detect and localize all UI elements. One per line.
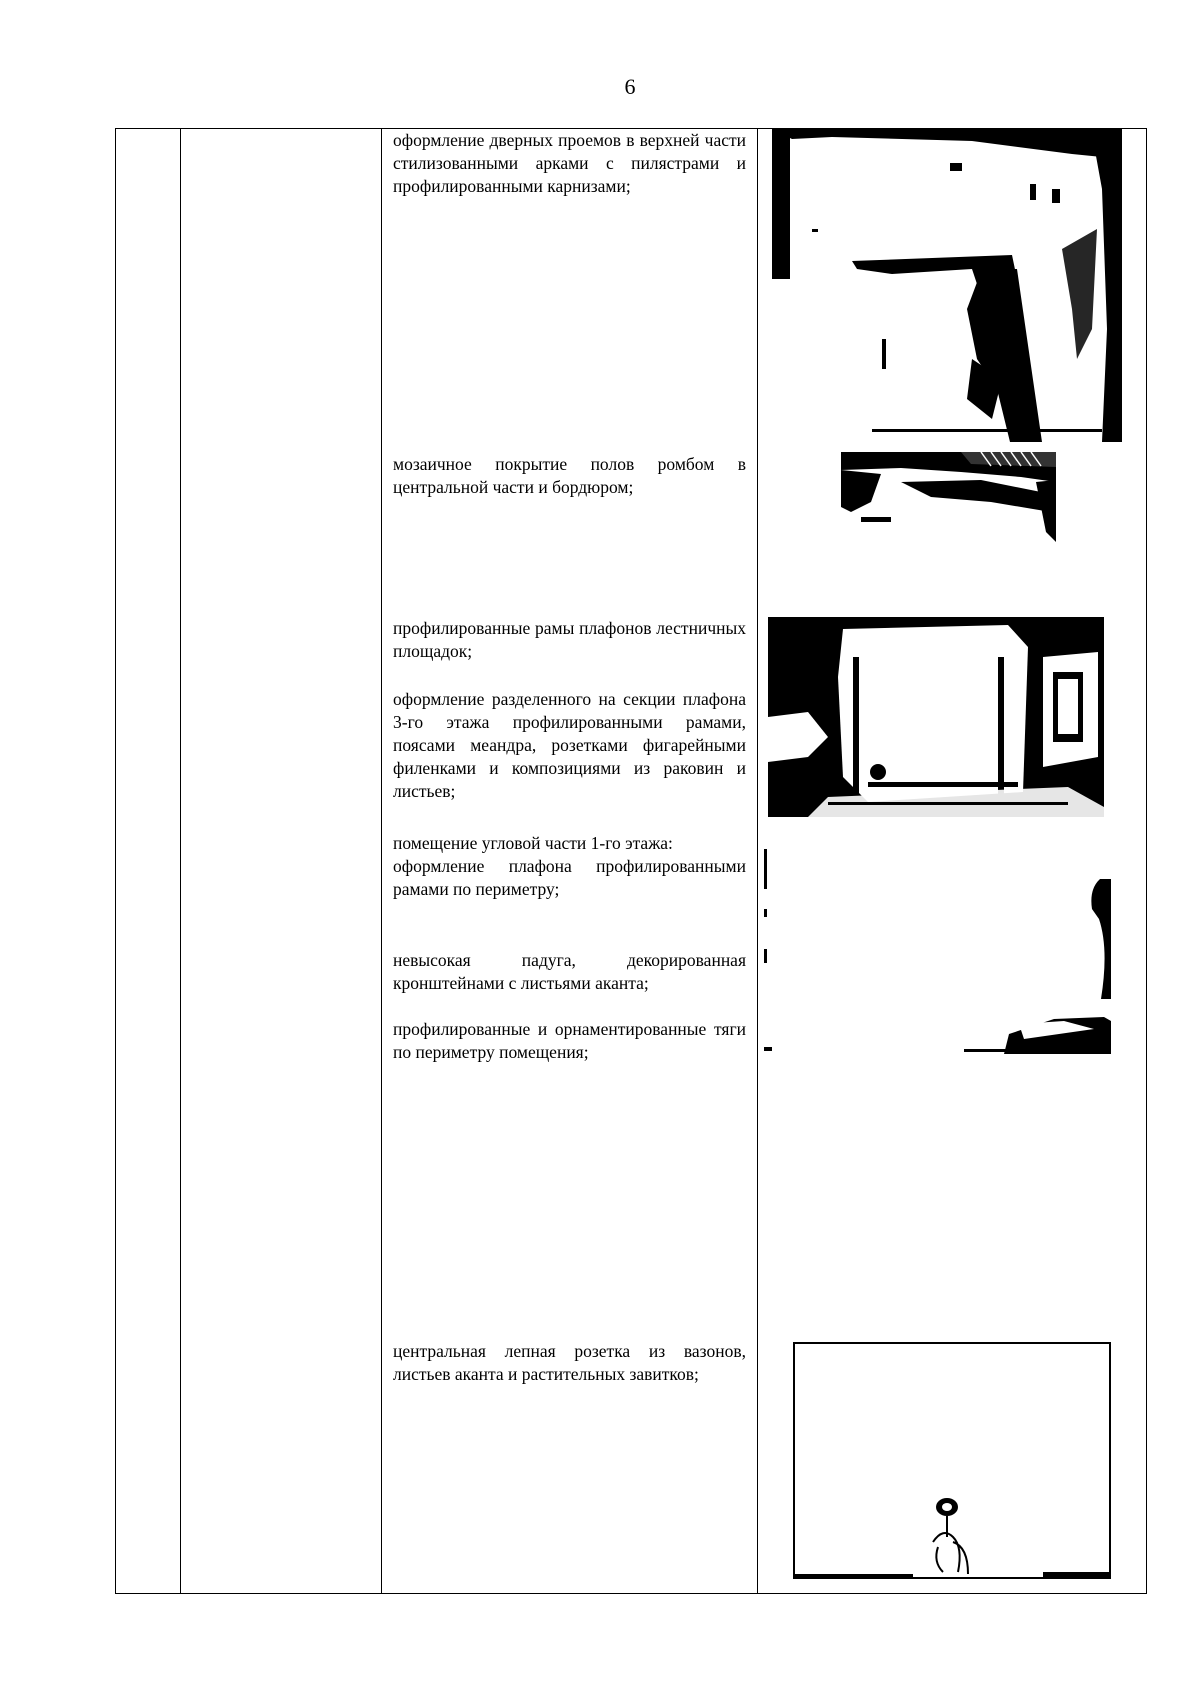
- row-text-stair-ceiling-frames: профилированные рамы плафонов лестничных площадок;: [393, 618, 746, 661]
- page-number: 6: [624, 74, 636, 99]
- staircase-ceiling-photo: [768, 617, 1104, 817]
- heritage-table: [115, 128, 1147, 1594]
- column-divider-3: [757, 129, 758, 1593]
- row-text-cove-brackets: невысокая падуга, декорированная кронштейнами с листьями аканта;: [393, 950, 746, 993]
- column-divider-1: [180, 129, 181, 1593]
- ceiling-rosette-photo: [793, 1342, 1111, 1579]
- doorway-arch-photo: [772, 129, 1122, 442]
- row-text-doorways: оформление дверных проемов в верхней части стилизованными арками с пилястрами и профилированными карнизами;: [393, 130, 746, 196]
- row-text-corner-room-heading: помещение угловой части 1-го этажа:: [393, 833, 673, 853]
- mosaic-floor-photo: [841, 452, 1056, 547]
- corner-room-photo: [764, 849, 1111, 1054]
- row-text-central-rosette: центральная лепная розетка из вазонов, листьев аканта и растительных завитков;: [393, 1341, 746, 1384]
- row-text-third-floor-ceiling: оформление разделенного на секции плафона 3-го этажа профилированными рамами, поясами меандра, розетками фигарейными филенками и композициями из раковин и листьев;: [393, 689, 746, 801]
- row-text-perimeter-moldings: профилированные и орнаментированные тяги по периметру помещения;: [393, 1019, 746, 1062]
- column-divider-2: [381, 129, 382, 1593]
- row-text-corner-ceiling-frames: оформление плафона профилированными рамами по периметру;: [393, 856, 746, 899]
- row-text-mosaic-floor: мозаичное покрытие полов ромбом в центральной части и бордюром;: [393, 454, 746, 497]
